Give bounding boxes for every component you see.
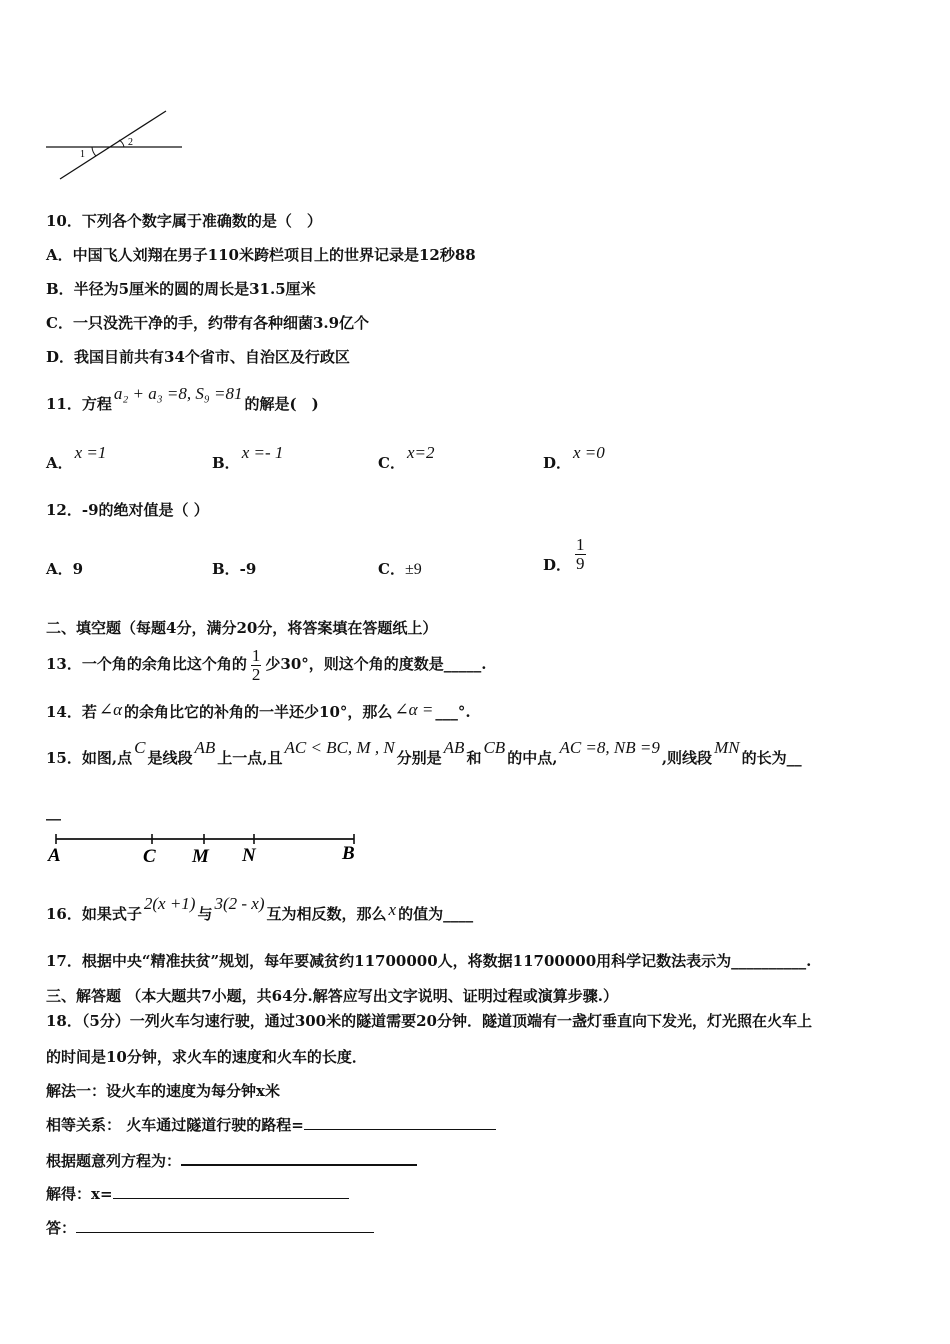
q13-denominator: 2 [251, 664, 261, 684]
q11-b-label: B． [212, 454, 240, 472]
q18-solution-1: 解法一：设火车的速度为每分钟x米 [46, 1082, 280, 1100]
q18-solution-2 [46, 1115, 496, 1135]
q16-text-1: 16．如果式子 [46, 905, 142, 923]
q10-option-b: B．半径为5厘米的圆的周长是31.5厘米 [46, 280, 316, 298]
q15-text-1: 15．如图,点 [46, 749, 133, 767]
angle-label-1: 1 [80, 149, 85, 160]
q11-b-math: x =- 1 [241, 443, 284, 462]
q18-line-2: 的时间是10分钟，求火车的速度和火车的长度． [46, 1048, 367, 1066]
q18-line-1: 18．（5分）一列火车匀速行驶，通过300米的隧道需要20分钟．隧道顶端有一盏灯垂直向下发光，灯光照在火车上 [46, 1012, 813, 1030]
q11-stem-post: 的解是( ) [244, 395, 319, 413]
q18-solution-2-text: 相等关系： 火车通过隧道行驶的路程= [46, 1116, 304, 1134]
q13-fraction [251, 647, 262, 684]
q12-option-c [378, 559, 422, 580]
q13-pre: 13．一个角的余角比这个角的 [46, 655, 247, 673]
q15-math-condition: AC < BC, M , N [284, 738, 395, 757]
q12-option-b: B．-9 [212, 560, 257, 578]
point-b-label: B [342, 843, 355, 864]
q16-math-x: x [388, 900, 397, 919]
q15-math-cb: CB [483, 738, 506, 757]
q16-text-3: 互为相反数，那么 [266, 905, 387, 923]
angle-arc-2 [119, 140, 124, 147]
point-n-label: N [242, 845, 256, 866]
q13-post: 少30°，则这个角的度数是_____. [265, 655, 487, 673]
q15 [46, 738, 802, 768]
q16-text-2: 与 [197, 905, 213, 923]
point-m-label: M [192, 846, 209, 867]
q18-blank-answer[interactable] [76, 1218, 374, 1233]
q14-mid: 的余角比它的补角的一半还少10°，那么 [124, 703, 393, 721]
q12-c-math: ±9 [404, 561, 422, 578]
q11-stem [46, 384, 319, 414]
q18-solution-3-text: 根据题意列方程为： [46, 1152, 182, 1170]
q14-post: ___°. [435, 703, 471, 721]
q18-solution-4 [46, 1184, 349, 1204]
q15-text-4: 分别是 [396, 749, 442, 767]
q10-option-d: D．我国目前共有34个省市、自治区及行政区 [46, 348, 350, 366]
q15-text-7: ,则线段 [661, 749, 713, 767]
q13-numerator: 1 [251, 645, 261, 665]
q12-option-a: A．9 [46, 560, 84, 578]
segment-figure [44, 830, 374, 870]
q15-math-ab-2: AB [443, 738, 465, 757]
q15-text-6: 的中点, [507, 749, 558, 767]
q15-math-values: AC =8, NB =9 [559, 738, 660, 757]
q15-text-3: 上一点,且 [217, 749, 283, 767]
q10-option-a: A．中国飞人刘翔在男子110米跨栏项目上的世界记录是12秒88 [46, 246, 476, 264]
q14-pre: 14．若 [46, 703, 97, 721]
q12-stem: 12．-9的绝对值是（ ） [46, 501, 209, 519]
section-2-heading: 二、填空题（每题4分，满分20分，将答案填在答题纸上） [46, 619, 438, 637]
q18-solution-5-text: 答： [46, 1219, 77, 1237]
q14-math-alpha-eq: ∠α = [394, 700, 434, 719]
q18-solution-3 [46, 1150, 417, 1171]
q12-c-label: C． [378, 560, 405, 578]
q15-text-2: 是线段 [147, 749, 193, 767]
q14-math-alpha: ∠α [98, 700, 123, 719]
q11-a-label: A． [46, 454, 73, 472]
q10-option-c: C．一只没洗干净的手，约带有各种细菌3.9亿个 [46, 314, 370, 332]
slanted-line [60, 111, 166, 179]
q15-math-mn: MN [714, 738, 740, 757]
q14 [46, 702, 471, 722]
q11-c-label: C． [378, 454, 405, 472]
q11-option-b [212, 443, 285, 473]
q15-text-8: 的长为__ [741, 749, 802, 767]
q15-text-5: 和 [466, 749, 482, 767]
q11-option-a [46, 443, 108, 473]
q12-d-label: D． [543, 555, 572, 574]
q11-d-math: x =0 [573, 443, 605, 462]
q11-option-c [378, 443, 436, 473]
q15-math-c: C [134, 738, 146, 757]
q18-solution-4-text: 解得：x= [46, 1185, 113, 1203]
q12-d-numerator: 1 [576, 535, 585, 554]
q16 [46, 894, 474, 924]
angle-label-2: 2 [128, 137, 133, 148]
section-3-heading: 三、解答题 （本大题共7小题，共64分.解答应写出文字说明、证明过程或演算步骤.） [46, 987, 618, 1005]
q11-a-math: x =1 [74, 443, 107, 462]
q18-solution-5 [46, 1218, 374, 1238]
point-a-label: A [48, 845, 61, 866]
q15-math-ab: AB [194, 738, 216, 757]
q18-blank-equation[interactable] [181, 1150, 417, 1166]
q12-d-fraction [575, 536, 586, 573]
q18-blank-relation[interactable] [304, 1115, 496, 1130]
q13 [46, 645, 487, 684]
q16-math-expr1: 2(x +1) [143, 894, 196, 913]
q16-text-4: 的值为____ [398, 905, 474, 923]
q11-equation: a₂ + a₃ =8, S₉ =81 [113, 384, 243, 403]
q16-math-expr2: 3(2 - x) [214, 894, 265, 913]
q15-continuation: __ [46, 803, 61, 821]
angle-arc-1 [92, 147, 96, 156]
point-c-label: C [143, 846, 156, 867]
angle-figure [40, 105, 200, 185]
q17: 17．根据中央“精准扶贫”规划，每年要减贫约11700000人，将数据11700000用科学记数法表示为__________. [46, 952, 812, 970]
q12-option-d [543, 536, 590, 573]
q10-stem: 10．下列各个数字属于准确数的是（ ） [46, 212, 322, 230]
q11-c-math: x=2 [406, 443, 435, 462]
q11-d-label: D． [543, 454, 572, 472]
q11-option-d [543, 443, 607, 473]
q12-d-denominator: 9 [576, 554, 585, 573]
q18-blank-x[interactable] [113, 1184, 349, 1199]
q11-stem-pre: 11．方程 [46, 395, 112, 413]
